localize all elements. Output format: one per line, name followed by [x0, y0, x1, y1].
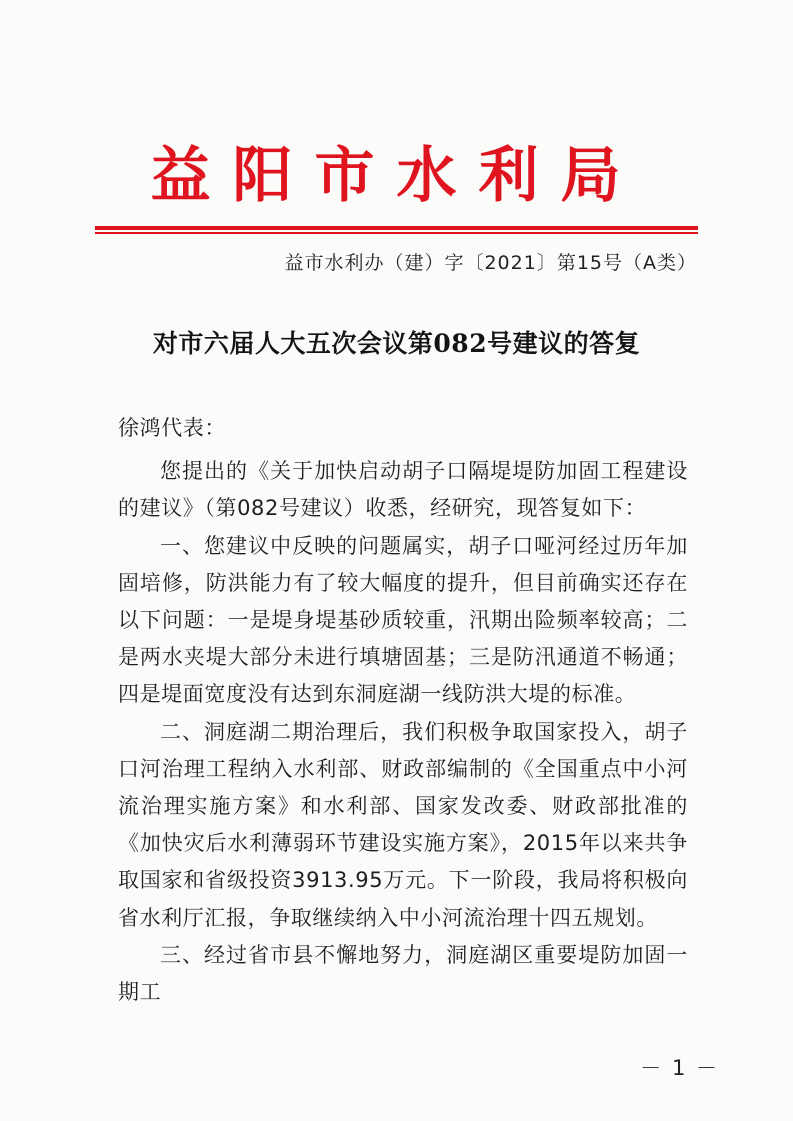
body-paragraph: 三、经过省市县不懈地努力，洞庭湖区重要堤防加固一期工 [118, 942, 688, 1005]
document-body [118, 410, 688, 1011]
body-paragraph: 二、洞庭湖二期治理后，我们积极争取国家投入，胡子口河治理工程纳入水利部、财政部编制的《全国重点中小河流治理实施方案》和水利部、国家发改委、财政部批准的《加快灾后水利薄弱环节建设实施方案》，2015年以来共争取国家和省级投资3913.95万元。下一阶段，我局将积极向省水利厅汇报，争取继续纳入中小河流治理十四五规划。 [118, 719, 688, 930]
header-red-rule-thin [95, 232, 698, 234]
document-number: 益市水利办（建）字〔2021〕第15号（A类） [284, 252, 697, 274]
document-title: 对市六届人大五次会议第082号建议的答复 [152, 329, 641, 358]
header-red-rule-thick [95, 226, 698, 230]
agency-header-title: 益阳市水利局 [150, 141, 643, 211]
body-paragraph: 一、您建议中反映的问题属实，胡子口哑河经过历年加固培修，防洪能力有了较大幅度的提升，但目前确实还存在以下问题：一是堤身堤基砂质较重，汛期出险频率较高；二是两水夹堤大部分未进行填塘固基；三是防汛通道不畅通；四是堤面宽度没有达到东洞庭湖一线防洪大堤的标准。 [118, 533, 688, 707]
salutation: 徐鸿代表： [118, 416, 226, 440]
body-paragraph: 您提出的《关于加快启动胡子口隔堤堤防加固工程建设的建议》（第082号建议）收悉，经研究，现答复如下： [118, 459, 688, 521]
page-number: － 1 － [640, 1056, 719, 1080]
